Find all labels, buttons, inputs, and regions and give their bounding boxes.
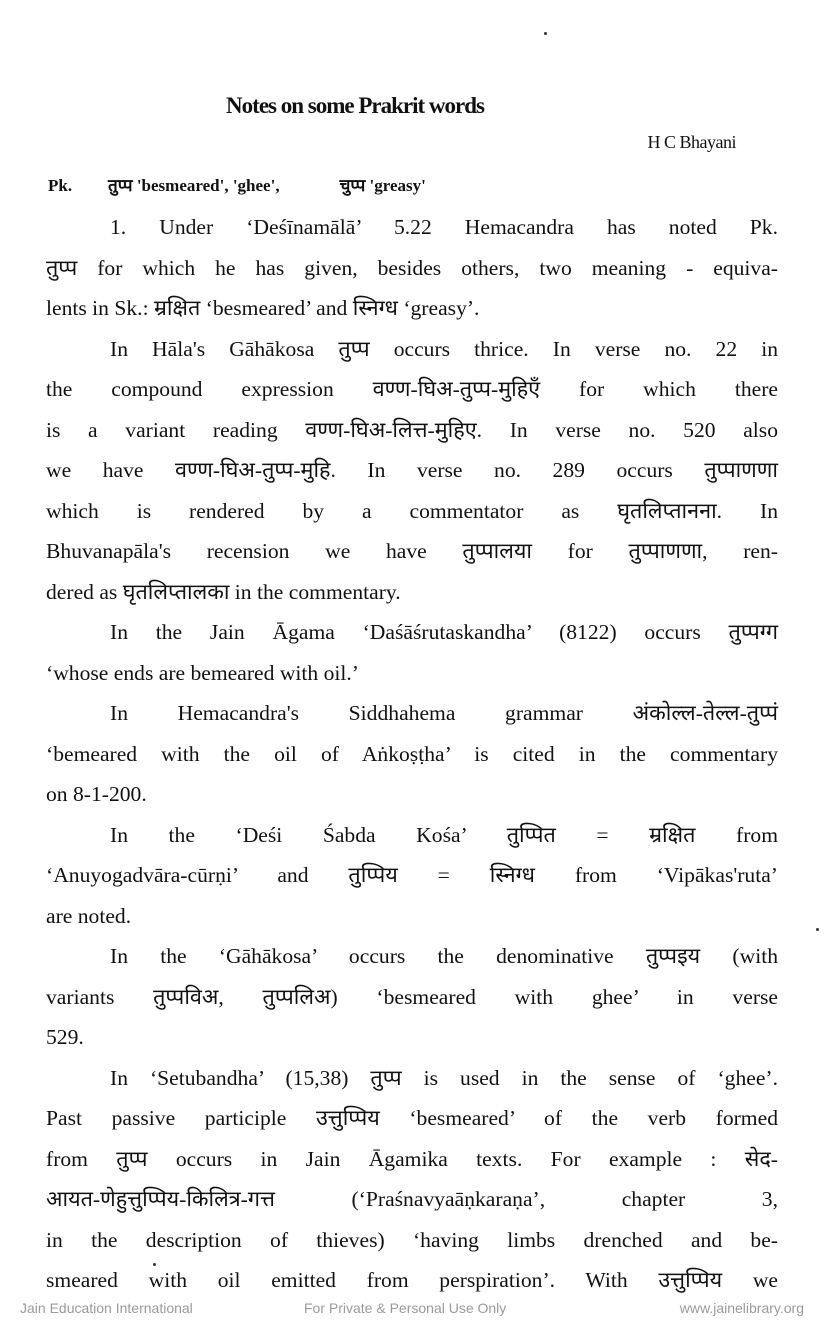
text-line: 529. (46, 1025, 84, 1049)
text-line: variants तुप्पविअ, तुप्पलिअ) ‘besmeared with ghee’ in verse (46, 984, 778, 1009)
text-line: which is rendered by a commentator as घृतलिप्तानना. In (46, 498, 778, 523)
page-footer (0, 1300, 828, 1320)
article-body (46, 207, 778, 1301)
heading-pk-label: Pk. (48, 176, 73, 195)
author-name: H C Bhayani (647, 132, 736, 152)
scan-speck (544, 32, 547, 35)
footer-center-text: For Private & Personal Use Only (304, 1300, 507, 1316)
text-line: 1. Under ‘Deśīnamālā’ 5.22 Hemacandra has noted Pk. (110, 215, 778, 239)
text-line: we have वण्ण-घिअ-तुप्प-मुहि. In verse no. 289 occurs तुप्पाणणा (46, 458, 778, 482)
heading-term-1: तुप्प 'besmeared', 'ghee', (108, 176, 280, 195)
text-line: In the ‘Gāhākosa’ occurs the denominative तुप्पइय (with (110, 944, 778, 968)
text-line: In Hāla's Gāhākosa तुप्प occurs thrice. In verse no. 22 in (110, 336, 778, 361)
footer-left-text: Jain Education International (20, 1300, 193, 1316)
text-line: In the ‘Deśi Śabda Kośa’ तुप्पित = म्रक्षित from (110, 822, 778, 847)
section-heading (48, 173, 426, 196)
text-line: is a variant reading वण्ण-घिअ-लित्त-मुहिए. In verse no. 520 also (46, 417, 778, 442)
text-line: In Hemacandra's Siddhahema grammar अंकोल्ल-तेल्ल-तुप्पं (110, 701, 778, 725)
text-line: ‘whose ends are bemeared with oil.’ (46, 660, 359, 685)
text-line: in the description of thieves) ‘having limbs drenched and be- (46, 1227, 778, 1252)
text-line: तुप्प for which he has given, besides others, two meaning - equiva- (46, 255, 778, 280)
text-line: lents in Sk.: म्रक्षित ‘besmeared’ and स्निग्ध ‘greasy’. (46, 296, 480, 320)
scan-speck (153, 1263, 156, 1266)
text-line: Past passive participle उत्तुप्पिय ‘besmeared’ of the verb formed (46, 1106, 778, 1130)
text-line: from तुप्प occurs in Jain Āgamika texts. For example : सेद- (46, 1146, 778, 1171)
text-line: dered as घृतलिप्तालका in the commentary. (46, 579, 401, 604)
text-line: Bhuvanapāla's recension we have तुप्पालया for तुप्पाणणा, ren- (46, 539, 778, 563)
text-line: In ‘Setubandha’ (15,38) तुप्प is used in the sense of ‘ghee’. (110, 1065, 778, 1090)
heading-term-2: चुप्प 'greasy' (339, 176, 426, 195)
article-title: Notes on some Prakrit words (226, 93, 484, 118)
scan-speck (816, 928, 819, 931)
footer-right-link[interactable]: www.jainelibrary.org (679, 1300, 804, 1316)
text-line: ‘bemeared with the oil of Aṅkoṣṭha’ is cited in the commentary (46, 741, 778, 766)
text-line: are noted. (46, 903, 132, 928)
text-line: smeared with oil emitted from perspiration’. With उत्तुप्पिय we (46, 1268, 778, 1292)
text-line: the compound expression वण्ण-घिअ-तुप्प-मुहिएँ for which there (46, 377, 778, 401)
text-line: on 8-1-200. (46, 782, 147, 806)
text-line: आयत-णेहुत्तुप्पिय-किलित्र-गत्त (‘Praśnavyaāṇkaraṇa’, chapter 3, (46, 1187, 778, 1211)
text-line: ‘Anuyogadvāra-cūrṇi’ and तुप्पिय = स्निग्ध from ‘Vipākas'ruta’ (46, 863, 778, 887)
text-line: In the Jain Āgama ‘Daśāśrutaskandha’ (8122) occurs तुप्पग्ग (110, 620, 778, 644)
